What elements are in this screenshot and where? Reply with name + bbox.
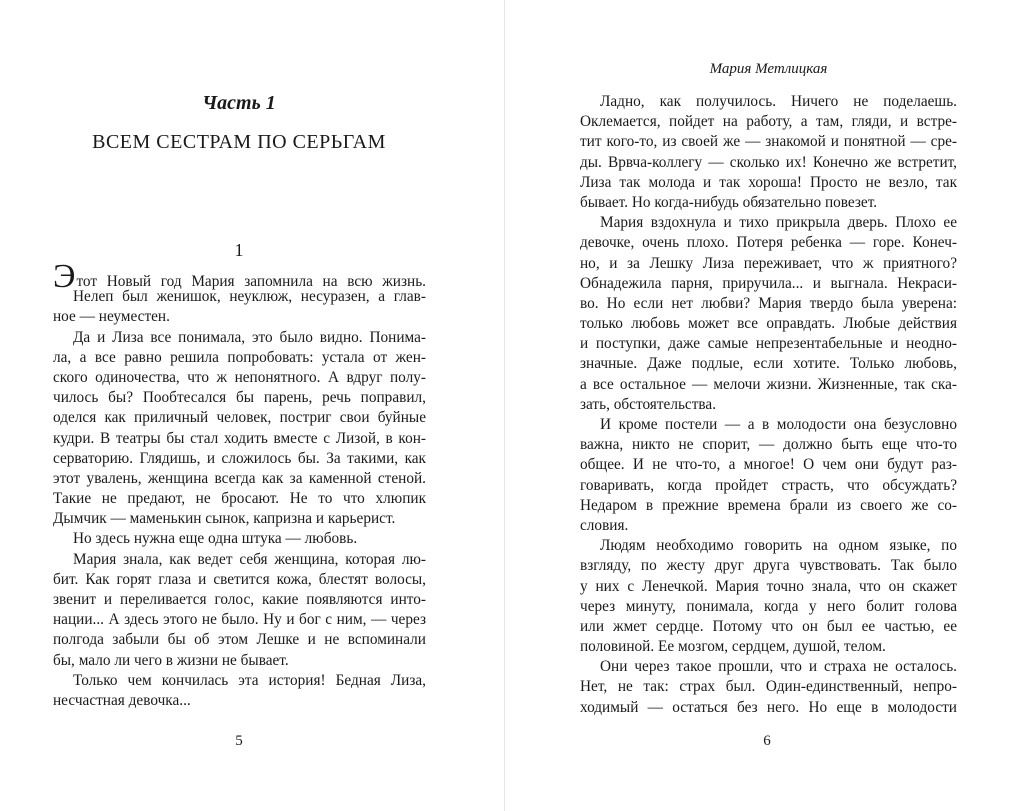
text-line: Мария вздохнула и тихо прикрыла дверь. Плохо ее [600, 214, 957, 232]
chapter-number: 1 [234, 240, 244, 260]
text-line: у них с Ленечкой. Мария точно знала, что он скажет [580, 577, 957, 595]
text-line: Этот Новый год Мария запомнила на всю жизнь. [53, 258, 426, 295]
text-line: ное — неуместен. [53, 308, 170, 326]
part-label: Часть 1 [202, 92, 276, 114]
text-line: Такие не предают, не бросают. Не то что хлюпик [53, 490, 426, 508]
text-line: Только чем кончилась эта история! Бедная Лиза, [73, 671, 426, 689]
text-line: этот увалень, женщина всегда как за каменной стеной. [53, 469, 426, 487]
text-line: бывает. Но когда-нибудь обязательно повезет. [580, 193, 878, 211]
text-line: половиной. Ее мозгом, сердцем, душой, телом. [580, 638, 886, 656]
right-body-text [580, 92, 957, 718]
text-line: бит. Как горят глаза и светится кожа, блестят волосы, [53, 570, 426, 588]
text-line: девочке, очень плохо. Потеря ребенка — горе. Конеч- [580, 234, 957, 252]
section-title: ВСЕМ СЕСТРАМ ПО СЕРЬГАМ [92, 131, 386, 153]
text-line: И кроме постели — а в молодости она безусловно [600, 416, 957, 433]
text-line: ла, а все равно решила попробовать: устала от жен- [53, 348, 426, 366]
text-line: говаривать, когда пройдет страсть, что обсуждать? [580, 476, 957, 494]
text-line: словия. [580, 516, 629, 534]
text-line: полгода забыли бы об этом Лешке и не вспоминали [53, 631, 426, 649]
text-line: Они через такое прошли, что и страха не осталось. [600, 658, 957, 676]
drop-cap: Э [53, 258, 76, 295]
text-line: зать, обстоятельства. [580, 395, 717, 413]
text-line: нации... А здесь этого не было. Ну и бог с ним, — через [53, 611, 426, 629]
text-line: ходимый — остаться без него. Но еще в молодости [580, 698, 957, 716]
right-page [505, 0, 1010, 811]
text-line: во. Но если нет любви? Мария твердо была уверена: [580, 294, 957, 312]
text-line: Недаром в прежние времена брали из своего же со- [580, 496, 957, 514]
text-line: звенит и переливается голос, какие появляются инто- [53, 591, 426, 608]
text-line: но, и за Лешку Лиза переживает, что ж приятного? [580, 254, 957, 272]
text-line: ского одиночества, что ж непонятного. А вдруг полу- [53, 368, 426, 386]
text-line: бы, мало ли чего в жизни не бывает. [53, 651, 289, 669]
text-line: несчастная девочка... [53, 691, 191, 709]
text-line: а все остальное — мелочи жизни. Жизненные, так ска- [580, 375, 957, 393]
left-body-text [53, 258, 426, 711]
text-line: Ладно, как получилось. Ничего не поделаешь. [600, 93, 957, 110]
text-line: общее. И не что-то, а многое! О чем они будут раз- [580, 456, 957, 474]
text-line: тит кого-то, из своей же — знакомой и понятной — сре- [580, 133, 957, 151]
text-line: Лиза так молода и так хороша! Просто не везло, так [580, 173, 957, 191]
text-line: Нет, не так: страх был. Один-единственный, непро- [580, 678, 957, 696]
text-line: Дымчик — маменькин сынок, капризна и карьерист. [53, 510, 396, 528]
text-line: важна, никто не спорит, — должно быть еще что-то [580, 436, 957, 454]
text-line: через минуту, понимала, когда у него болит голова [580, 597, 957, 615]
text-line: Оклемается, пойдет на работу, а там, гляди, и встре- [580, 113, 957, 131]
text-line: Мария знала, как ведет себя женщина, которая лю- [73, 550, 426, 568]
page-number: 5 [235, 733, 243, 749]
text-line: взгляду, по жесту друг друга чувствовать. Так было [580, 557, 957, 575]
text-line: только любовь может все оправдать. Любые действия [580, 315, 957, 333]
running-head: Мария Метлицкая [709, 61, 828, 77]
text-line: чилось бы? Пообтесался бы парень, речь поправил, [53, 389, 426, 407]
text-line: или жмет сердце. Потому что он был ее частью, ее [580, 617, 957, 635]
page-number: 6 [763, 733, 771, 749]
text-line: значные. Даже подлые, если хотите. Только любовь, [580, 355, 957, 373]
text-line: Обнадежила парня, приручила... и выгнала. Некраси- [580, 274, 957, 292]
text-line: и поступки, даже самые непрезентабельные и неодно- [580, 335, 957, 353]
text-line: Но здесь нужна еще одна штука — любовь. [73, 530, 358, 548]
text-line: Людям необходимо говорить на одном языке, по [600, 537, 957, 555]
text-line: оделся как приличный человек, постриг свои буйные [53, 409, 426, 427]
text-line: Нелеп был женишок, неуклюж, несуразен, а глав- [73, 288, 426, 306]
text-line: серваторию. Глядишь, и сложилось бы. За такими, как [53, 449, 426, 467]
text-line: кудри. В театры бы стал ходить вместе с Лизой, в кон- [53, 429, 426, 447]
text-line: ды. Врвча-коллегу — сколько их! Конечно же встретит, [580, 153, 957, 171]
text-line: Да и Лиза все понимала, это было видно. Понима- [73, 328, 426, 346]
